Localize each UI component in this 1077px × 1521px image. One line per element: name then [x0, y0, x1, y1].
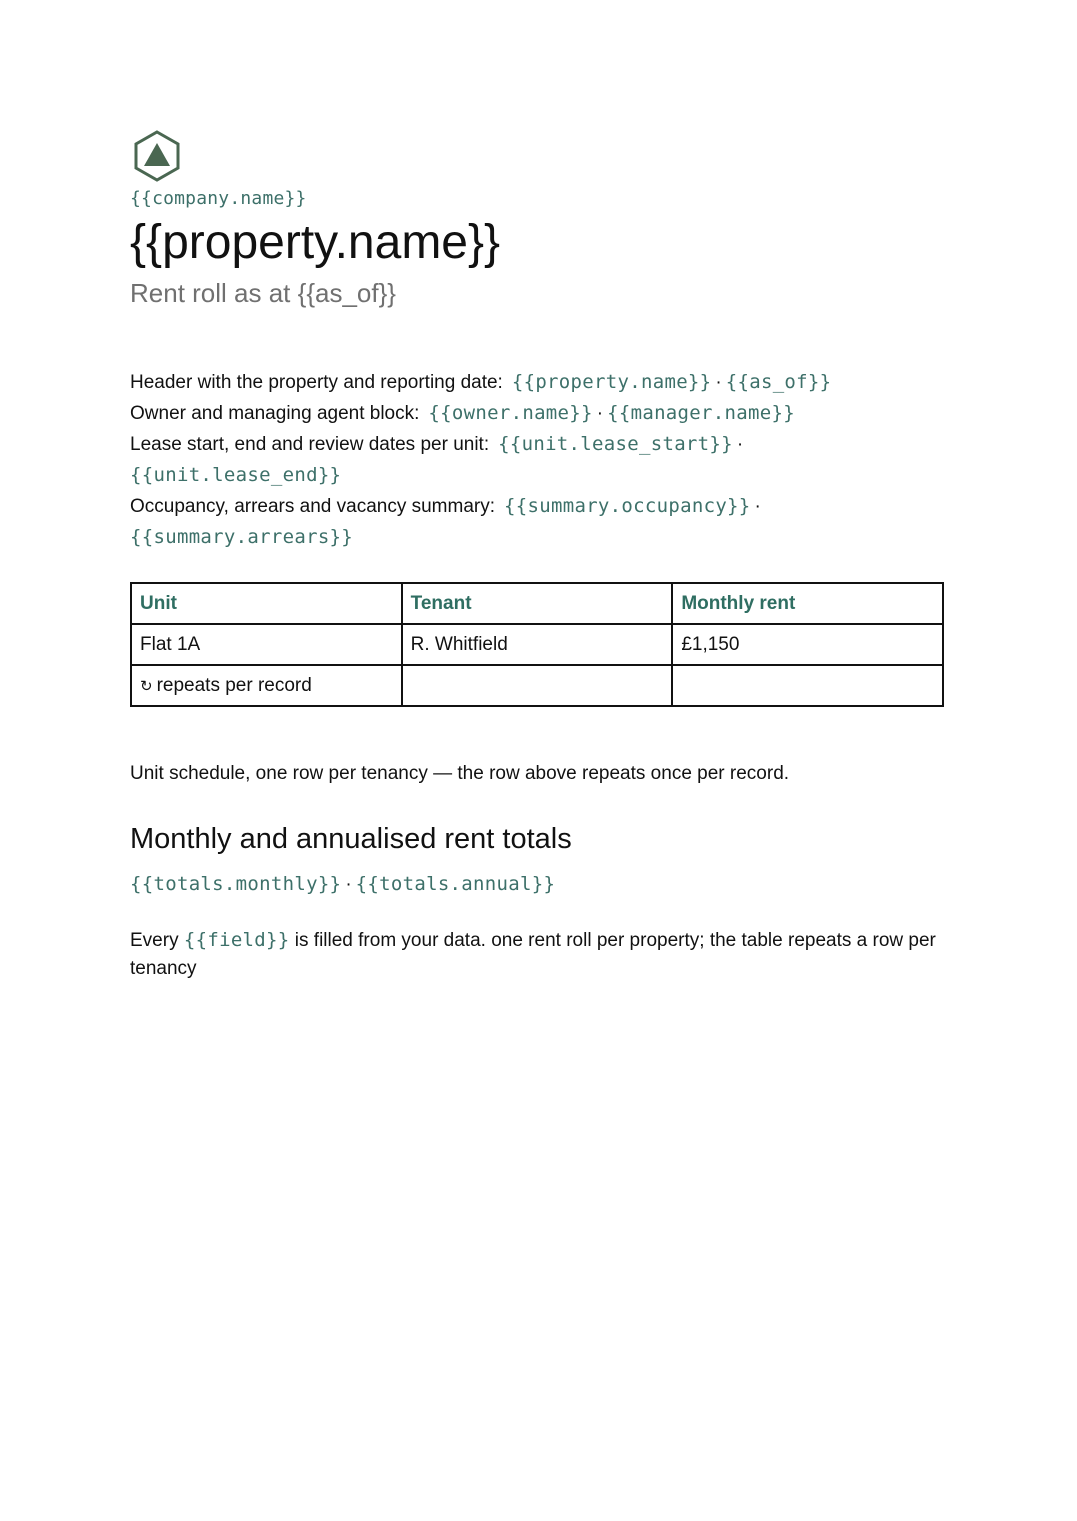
schedule-note: Unit schedule, one row per tenancy — the row above repeats once per record. [130, 763, 790, 784]
table-header-row [131, 583, 943, 624]
cell-unit: Flat 1A [131, 624, 402, 665]
field-token: {{manager.name}} [607, 402, 795, 424]
field-label: Header with the property and reporting date: [130, 372, 503, 393]
separator: · [754, 496, 761, 517]
field-label: Occupancy, arrears and vacancy summary: [130, 496, 496, 517]
field-token: {{unit.lease_end}} [130, 464, 342, 486]
column-header-unit: Unit [131, 583, 402, 624]
field-token: {{property.name}} [511, 371, 712, 393]
column-header-monthly-rent: Monthly rent [672, 583, 943, 624]
totals-heading: Monthly and annualised rent totals [130, 823, 572, 855]
repeat-icon: ↻ [140, 677, 153, 695]
company-name: {{company.name}} [130, 188, 307, 209]
page-subtitle: Rent roll as at {{as_of}} [130, 278, 396, 308]
footer-prefix: Every [130, 930, 179, 951]
field-line-summary [130, 491, 945, 553]
field-label: Owner and managing agent block: [130, 403, 420, 424]
field-label: Lease start, end and review dates per unit: [130, 434, 490, 455]
separator: · [736, 434, 744, 455]
field-token: {{summary.occupancy}} [504, 495, 751, 517]
totals-line [130, 871, 945, 898]
separator: · [596, 403, 604, 424]
field-token: {{summary.arrears}} [130, 526, 354, 548]
footer-suffix: is filled from your data. one rent roll per property; the table repeats a row per tenancy [130, 930, 936, 979]
document-page [130, 130, 945, 983]
cell-monthly-rent: £1,150 [672, 624, 943, 665]
repeat-label: repeats per record [156, 674, 312, 696]
unit-schedule-table [130, 582, 944, 707]
field-line-header [130, 367, 945, 398]
totals-monthly-token: {{totals.monthly}} [130, 873, 342, 895]
field-token: {{unit.lease_start}} [498, 433, 733, 455]
footer-field-token: {{field}} [183, 929, 290, 951]
field-line-lease [130, 429, 945, 491]
field-list [130, 367, 945, 553]
column-header-tenant: Tenant [402, 583, 673, 624]
hexagon-triangle-logo-icon [131, 130, 183, 182]
table-row [131, 624, 943, 665]
empty-cell [402, 665, 673, 706]
cell-tenant: R. Whitfield [402, 624, 673, 665]
separator: · [715, 372, 722, 393]
table-repeat-row [131, 665, 943, 706]
footer-note [130, 926, 945, 983]
field-line-owner [130, 398, 945, 429]
page-title: {{property.name}} [130, 216, 501, 269]
field-token: {{as_of}} [725, 371, 832, 393]
field-token: {{owner.name}} [428, 402, 593, 424]
repeat-cell [131, 665, 402, 706]
totals-annual-token: {{totals.annual}} [355, 873, 556, 895]
separator: · [345, 874, 352, 895]
empty-cell [672, 665, 943, 706]
